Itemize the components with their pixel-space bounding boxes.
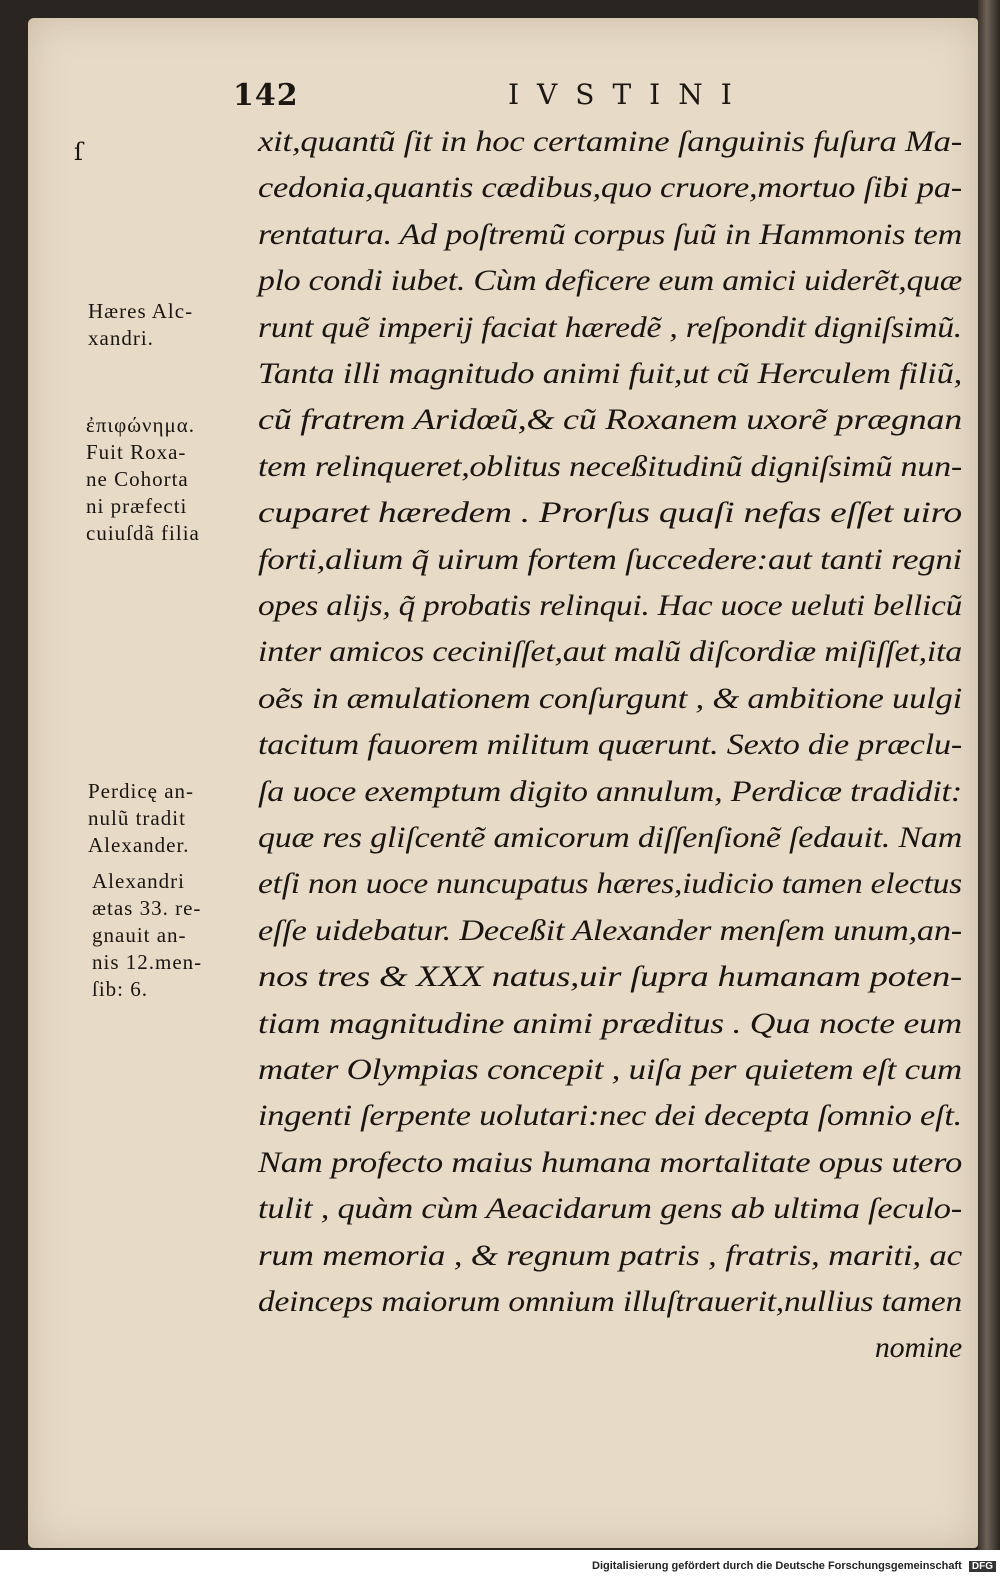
body-line: cedonia,quantis cædibus,quo cruore,mortuo ſibi pa- <box>258 171 963 205</box>
book-spine <box>978 0 1000 1550</box>
margin-note-line: cuiuſdã filia <box>86 521 200 545</box>
body-line: ſa uoce exemptum digito annulum, Perdicæ tradidit: <box>258 774 962 808</box>
body-line: eſſe uidebatur. Deceßit Alexander menſem unum,an- <box>258 913 962 947</box>
margin-note-line: ſib: 6. <box>92 977 149 1001</box>
margin-note-line: Hæres Alc- <box>88 299 194 323</box>
margin-note-line: Alexander. <box>88 833 190 857</box>
body-line: runt quẽ imperij faciat hæredẽ , reſpondit digniſsimũ. <box>258 310 962 344</box>
margin-mark: ſ <box>74 138 83 166</box>
body-line: quæ res gliſcentẽ amicorum diſſenſionẽ ſedauit. Nam <box>258 821 963 854</box>
margin-note-line: ne Cohorta <box>86 467 189 491</box>
body-line: tulit , quàm cùm Aeacidarum gens ab ultima ſeculo- <box>258 1192 963 1226</box>
margin-note-line: gnauit an- <box>92 923 187 947</box>
margin-note-line: Perdicę an- <box>88 779 195 803</box>
margin-note-line: ætas 33. re- <box>92 896 202 920</box>
body-line: rentatura. Ad poſtremũ corpus ſuũ in Hammonis tem <box>258 217 963 251</box>
footer-text: Digitalisierung gefördert durch die Deutsche Forschungsgemeinschaft <box>592 1560 962 1572</box>
body-line: cuparet hæredem . Prorſus quaſi nefas eſſet uiro <box>258 496 962 530</box>
margin-note-line: Alexandri <box>92 869 185 893</box>
body-line: Tanta illi magnitudo animi fuit,ut cũ Herculem filiũ, <box>258 357 963 390</box>
body-line: mater Olympias concepit , uiſa per quietem eſt cum <box>258 1053 963 1086</box>
margin-note-line: ἐπιφώνημα. <box>86 413 196 437</box>
margin-note-line: nulũ tradit <box>88 806 186 830</box>
body-line: etſi non uoce nuncupatus hæres,iudicio tamen electus <box>258 867 962 901</box>
body-line: deinceps maiorum omnium illuſtrauerit,nullius tamen <box>258 1285 962 1318</box>
body-line: tiam magnitudine animi præditus . Qua nocte eum <box>258 1006 963 1040</box>
body-line: forti,alium q̃ uirum fortem ſuccedere:aut tanti regni <box>258 542 962 576</box>
body-line: oẽs in æmulationem conſurgunt , & ambitione uulgi <box>258 681 962 715</box>
body-line: tacitum fauorem militum quærunt. Sexto die præclu- <box>258 728 963 762</box>
body-line: Nam profecto maius humana mortalitate opus utero <box>258 1145 963 1179</box>
body-line: nomine <box>874 1331 962 1365</box>
margin-note-line: Fuit Roxa- <box>86 440 187 464</box>
margin-note-line: ni præfecti <box>86 494 188 518</box>
body-line: plo condi iubet. Cùm deficere eum amici uiderẽt,quæ <box>258 264 963 298</box>
digitization-footer <box>592 1560 996 1572</box>
margin-note <box>92 868 202 1003</box>
body-line: xit,quantũ ſit in hoc certamine ſanguinis fuſura Ma- <box>258 125 963 158</box>
body-line: ingenti ſerpente uolutari:nec dei decepta ſomnio eſt. <box>258 1099 963 1133</box>
running-head: IVSTINI <box>508 78 750 111</box>
margin-note-line: xandri. <box>88 326 154 350</box>
margin-note-line: nis 12.men- <box>92 950 203 974</box>
page-number: 142 <box>233 78 299 113</box>
margin-note <box>88 298 193 352</box>
body-line: nos tres & XXX natus,uir ſupra humanam poten- <box>258 960 962 994</box>
margin-note <box>86 412 200 547</box>
body-line: rum memoria , & regnum patris , fratris, mariti, ac <box>258 1238 962 1272</box>
body-line: inter amicos ceciniſſet,aut malũ diſcordiæ miſiſſet,ita <box>258 635 963 669</box>
body-line: tem relinqueret,oblitus neceßitudinũ digniſsimũ nun- <box>258 449 963 483</box>
body-line: cũ fratrem Aridœũ,& cũ Roxanem uxorẽ prægnan <box>258 403 963 437</box>
dfg-logo: DFG <box>969 1561 996 1572</box>
body-line: opes alijs, q̃ probatis relinqui. Hac uoce ueluti bellicũ <box>258 589 963 622</box>
margin-note <box>88 778 194 859</box>
